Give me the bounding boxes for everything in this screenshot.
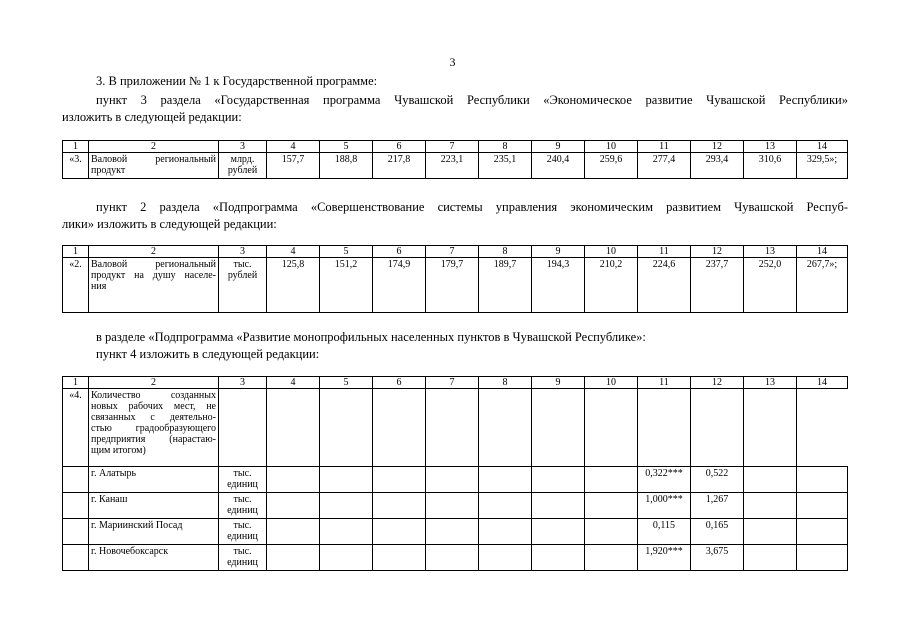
empty-cell [585, 519, 638, 545]
unit-cell [219, 467, 267, 493]
col-num: 6 [373, 246, 426, 258]
col-num: 3 [219, 246, 267, 258]
col-num: 9 [532, 141, 585, 153]
empty-cell [320, 467, 373, 493]
indicator-text: продукт [91, 165, 126, 176]
col-num: 11 [638, 246, 691, 258]
table-row [63, 153, 848, 179]
empty-cell [585, 467, 638, 493]
empty-cell [532, 493, 585, 519]
col-num: 1 [63, 141, 89, 153]
col-num: 11 [638, 377, 691, 389]
empty-cell [479, 389, 532, 467]
point3-line1: пункт 3 раздела «Государственная программа Чувашской Республики «Экономическое развитие Чувашской Республики» [96, 93, 848, 107]
unit-text: единиц [227, 557, 258, 568]
col-num: 13 [744, 246, 797, 258]
col-num: 14 [797, 377, 848, 389]
col-num: 4 [267, 141, 320, 153]
unit-text: единиц [227, 505, 258, 516]
table-row [63, 493, 848, 519]
col-num: 9 [532, 377, 585, 389]
empty-cell [585, 389, 638, 467]
value-cell: 1,920*** [638, 545, 691, 571]
empty-cell [267, 389, 320, 467]
empty-cell [532, 389, 585, 467]
empty-cell [373, 493, 426, 519]
empty-cell [373, 545, 426, 571]
col-num: 1 [63, 377, 89, 389]
empty-cell [585, 545, 638, 571]
indicator-text: щим итогом) [91, 445, 146, 456]
empty-cell [585, 493, 638, 519]
indicator-cell [89, 389, 219, 467]
city-cell: г. Мариинский Посад [89, 519, 219, 545]
empty-cell [267, 493, 320, 519]
value-cell: 3,675 [691, 545, 744, 571]
unit-cell [219, 153, 267, 179]
empty-cell [426, 519, 479, 545]
empty-cell [63, 493, 89, 519]
unit-text: единиц [227, 531, 258, 542]
empty-cell [797, 493, 848, 519]
table-row [63, 467, 848, 493]
point2-line2: лики» изложить в следующей редакции: [62, 217, 277, 231]
unit-text: рублей [227, 270, 258, 281]
empty-cell [219, 389, 267, 467]
value-cell: 157,7 [267, 153, 320, 179]
value-cell: 217,8 [373, 153, 426, 179]
col-num: 5 [320, 377, 373, 389]
value-cell: 189,7 [479, 258, 532, 313]
col-num: 14 [797, 141, 848, 153]
page-number: 3 [449, 55, 456, 69]
col-num: 12 [691, 141, 744, 153]
value-cell: 0,165 [691, 519, 744, 545]
empty-cell [267, 519, 320, 545]
table-row [63, 258, 848, 313]
unit-text: тыс. [233, 259, 252, 270]
empty-cell [479, 519, 532, 545]
empty-cell [479, 545, 532, 571]
value-cell: 252,0 [744, 258, 797, 313]
unit-cell [219, 258, 267, 313]
value-cell: 237,7 [691, 258, 744, 313]
indicator-text: новых рабочих мест, не [91, 401, 216, 412]
empty-cell [63, 545, 89, 571]
indicator-cell [89, 153, 219, 179]
point2-line1: пункт 2 раздела «Подпрограмма «Совершенствование системы управления экономическим развитием Чувашской Респуб- [96, 200, 848, 214]
col-num: 11 [638, 141, 691, 153]
unit-text: рублей [227, 165, 258, 176]
city-cell: г. Новочебоксарск [89, 545, 219, 571]
value-cell: 179,7 [426, 258, 479, 313]
table-row [63, 519, 848, 545]
indicator-text: стью градообразующего [91, 423, 216, 434]
empty-cell [744, 519, 797, 545]
empty-cell [744, 389, 797, 467]
value-cell: 1,267 [691, 493, 744, 519]
value-cell: 277,4 [638, 153, 691, 179]
col-num: 7 [426, 141, 479, 153]
empty-cell [426, 493, 479, 519]
value-cell: 188,8 [320, 153, 373, 179]
col-num: 8 [479, 377, 532, 389]
value-cell: 0,322*** [638, 467, 691, 493]
table-gross-regional-product [62, 140, 848, 179]
col-num: 4 [267, 377, 320, 389]
empty-cell [373, 389, 426, 467]
col-num: 6 [373, 141, 426, 153]
mono-line2: пункт 4 изложить в следующей редакции: [96, 347, 320, 361]
empty-cell [426, 467, 479, 493]
empty-cell [267, 545, 320, 571]
empty-cell [63, 467, 89, 493]
unit-text: млрд. [230, 154, 255, 165]
value-cell: 125,8 [267, 258, 320, 313]
table-row [63, 545, 848, 571]
col-num: 13 [744, 141, 797, 153]
empty-cell [479, 493, 532, 519]
value-cell: 0,522 [691, 467, 744, 493]
empty-cell [744, 545, 797, 571]
item3-heading: 3. В приложении № 1 к Государственной программе: [96, 74, 378, 88]
col-num: 3 [219, 377, 267, 389]
empty-cell [479, 467, 532, 493]
col-num: 5 [320, 246, 373, 258]
unit-cell [219, 545, 267, 571]
unit-text: тыс. [233, 468, 252, 479]
col-num: 10 [585, 377, 638, 389]
col-num: 13 [744, 377, 797, 389]
indicator-text: связанных с деятельно- [91, 412, 216, 423]
empty-cell [532, 545, 585, 571]
empty-cell [426, 389, 479, 467]
empty-cell [744, 467, 797, 493]
value-cell: 0,115 [638, 519, 691, 545]
col-num: 2 [89, 377, 219, 389]
value-cell: 329,5»; [797, 153, 848, 179]
col-num: 7 [426, 377, 479, 389]
unit-text: тыс. [233, 494, 252, 505]
col-num: 12 [691, 246, 744, 258]
indicator-text: продукт на душу населе- [91, 270, 216, 281]
value-cell: 310,6 [744, 153, 797, 179]
value-cell: 151,2 [320, 258, 373, 313]
empty-cell [320, 519, 373, 545]
empty-cell [320, 389, 373, 467]
indicator-text: ния [91, 281, 107, 292]
value-cell: 1,000*** [638, 493, 691, 519]
empty-cell [373, 519, 426, 545]
col-num: 12 [691, 377, 744, 389]
indicator-text: Количество созданных [91, 390, 216, 401]
unit-text: тыс. [233, 546, 252, 557]
col-num: 4 [267, 246, 320, 258]
empty-cell [426, 545, 479, 571]
col-num: 2 [89, 141, 219, 153]
col-num: 3 [219, 141, 267, 153]
value-cell: 267,7»; [797, 258, 848, 313]
col-num: 8 [479, 246, 532, 258]
empty-cell [797, 519, 848, 545]
empty-cell [797, 545, 848, 571]
empty-cell [797, 467, 848, 493]
indicator-text: Валовой региональный [91, 259, 216, 270]
col-num: 10 [585, 141, 638, 153]
value-cell: 194,3 [532, 258, 585, 313]
table-monotowns-jobs [62, 376, 848, 571]
empty-cell [638, 389, 691, 467]
col-num: 6 [373, 377, 426, 389]
table-grp-per-capita [62, 245, 848, 313]
indicator-cell [89, 258, 219, 313]
city-cell: г. Канаш [89, 493, 219, 519]
col-num: 2 [89, 246, 219, 258]
table-row [63, 389, 848, 467]
value-cell: 223,1 [426, 153, 479, 179]
empty-cell [320, 545, 373, 571]
empty-cell [532, 519, 585, 545]
city-cell: г. Алатырь [89, 467, 219, 493]
unit-cell [219, 493, 267, 519]
row-number: «2. [63, 258, 89, 313]
value-cell: 210,2 [585, 258, 638, 313]
point3-line2: изложить в следующей редакции: [62, 110, 242, 124]
col-num: 14 [797, 246, 848, 258]
value-cell: 224,6 [638, 258, 691, 313]
col-num: 5 [320, 141, 373, 153]
empty-cell [267, 467, 320, 493]
empty-cell [320, 493, 373, 519]
empty-cell [63, 519, 89, 545]
value-cell: 235,1 [479, 153, 532, 179]
col-num: 8 [479, 141, 532, 153]
col-num: 10 [585, 246, 638, 258]
value-cell: 293,4 [691, 153, 744, 179]
row-number: «4. [63, 389, 89, 467]
unit-text: единиц [227, 479, 258, 490]
value-cell: 240,4 [532, 153, 585, 179]
value-cell: 174,9 [373, 258, 426, 313]
col-num: 1 [63, 246, 89, 258]
empty-cell [373, 467, 426, 493]
unit-text: тыс. [233, 520, 252, 531]
column-number-row [63, 141, 848, 153]
empty-cell [691, 389, 744, 467]
empty-cell [532, 467, 585, 493]
value-cell: 259,6 [585, 153, 638, 179]
column-number-row [63, 377, 848, 389]
row-number: «3. [63, 153, 89, 179]
unit-cell [219, 519, 267, 545]
empty-cell [744, 493, 797, 519]
col-num: 7 [426, 246, 479, 258]
mono-line1: в разделе «Подпрограмма «Развитие монопрофильных населенных пунктов в Чувашской Республике»: [96, 330, 646, 344]
col-num: 9 [532, 246, 585, 258]
indicator-text: Валовой региональный [91, 154, 216, 165]
column-number-row [63, 246, 848, 258]
indicator-text: предприятия (нарастаю- [91, 434, 216, 445]
